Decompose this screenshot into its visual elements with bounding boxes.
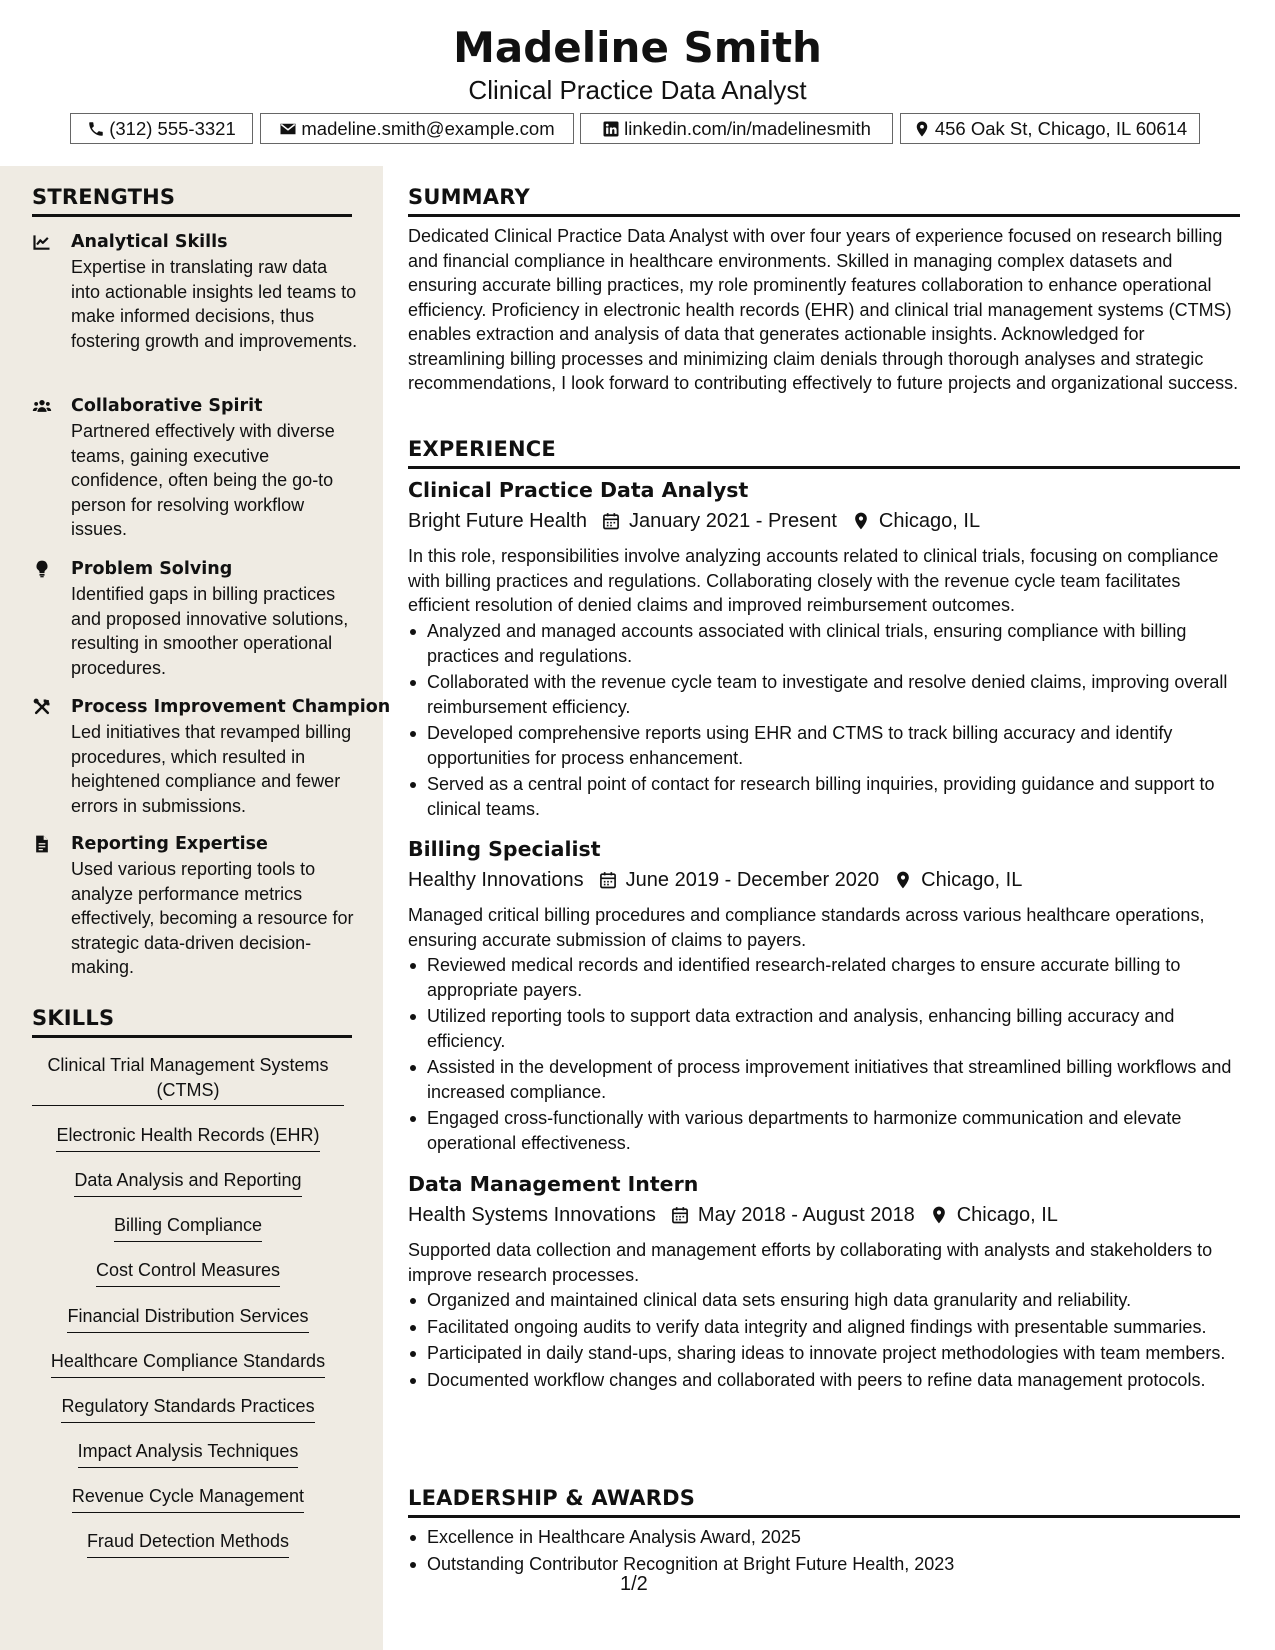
- list-item: Collaborated with the revenue cycle team to investigate and resolve denied claims, improving overall reimbursement efficiency.: [408, 670, 1240, 719]
- map-pin-icon: [913, 120, 931, 138]
- job-bullets: [408, 619, 1240, 823]
- lightbulb-icon: [32, 559, 54, 579]
- strength-title: Reporting Expertise: [71, 834, 268, 854]
- skill-item: [32, 1304, 344, 1333]
- contact-address[interactable]: [900, 113, 1200, 144]
- skill-label: Fraud Detection Methods: [87, 1529, 289, 1558]
- strength-desc: Identified gaps in billing practices and proposed innovative solutions, resulting in smoother operational procedures.: [71, 584, 349, 678]
- contact-linkedin[interactable]: [580, 113, 893, 144]
- skill-label: Revenue Cycle Management: [72, 1484, 304, 1513]
- strength-desc: Used various reporting tools to analyze performance metrics effectively, becoming a resource for strategic data-driven decision-making.: [71, 859, 354, 977]
- contact-text: (312) 555-3321: [109, 117, 236, 139]
- sidebar: [0, 166, 391, 1650]
- list-item: Developed comprehensive reports using EHR and CTMS to track billing accuracy and identify opportunities for process enhancement.: [408, 721, 1240, 770]
- skill-label: Data Analysis and Reporting: [74, 1168, 301, 1197]
- job-summary: Supported data collection and management efforts by collaborating with analysts and stakeholders to improve research processes.: [408, 1240, 1213, 1285]
- skill-label: Impact Analysis Techniques: [78, 1439, 299, 1468]
- skill-item: [32, 1213, 344, 1242]
- list-item: Participated in daily stand-ups, sharing ideas to innovate project methodologies with team members.: [408, 1341, 1240, 1366]
- skill-item: [32, 1349, 344, 1378]
- job-title: Clinical Practice Data Analyst: [408, 478, 749, 502]
- skill-label: Cost Control Measures: [96, 1258, 280, 1287]
- strengths-heading: STRENGTHS: [32, 185, 176, 209]
- skills-divider: [32, 1035, 352, 1038]
- job-dates: June 2019 - December 2020: [625, 868, 880, 891]
- job-meta: [408, 1201, 1058, 1229]
- strength-title: Process Improvement Champion: [71, 697, 391, 717]
- strength-title: Collaborative Spirit: [71, 396, 263, 416]
- job-dates: January 2021 - Present: [628, 509, 837, 532]
- job-meta: [408, 866, 1022, 894]
- skill-item: [32, 1168, 344, 1197]
- contact-bar: [0, 113, 1275, 145]
- line-chart-icon: [32, 232, 54, 252]
- job-location: Chicago, IL: [878, 509, 981, 532]
- phone-icon: [87, 120, 105, 138]
- skill-label: Electronic Health Records (EHR): [56, 1123, 319, 1152]
- candidate-title: Clinical Practice Data Analyst: [468, 75, 807, 105]
- skill-item: [32, 1529, 344, 1558]
- map-pin-icon: [851, 511, 871, 531]
- skill-label: Financial Distribution Services: [67, 1304, 308, 1333]
- job-company: Health Systems Innovations: [408, 1203, 656, 1226]
- job-bullets: [408, 1288, 1240, 1394]
- skill-label: Healthcare Compliance Standards: [51, 1349, 325, 1378]
- list-item: Facilitated ongoing audits to verify data integrity and aligned findings with presentable summaries.: [408, 1315, 1240, 1340]
- list-item: Documented workflow changes and collaborated with peers to refine data management protocols.: [408, 1368, 1240, 1393]
- job-title: Data Management Intern: [408, 1172, 699, 1196]
- calendar-icon: [598, 870, 618, 890]
- skill-item: [32, 1484, 344, 1513]
- contact-phone[interactable]: [70, 113, 253, 144]
- list-item: Organized and maintained clinical data sets ensuring high data granularity and reliability.: [408, 1288, 1240, 1313]
- strength-title: Analytical Skills: [71, 232, 228, 252]
- candidate-name: Madeline Smith: [453, 23, 822, 72]
- strength-desc: Partnered effectively with diverse teams, gaining executive confidence, often being the go-to person for resolving workflow issues.: [71, 421, 335, 539]
- page-number: 1/2: [620, 1573, 648, 1595]
- job-company: Bright Future Health: [408, 509, 587, 532]
- calendar-icon: [601, 511, 621, 531]
- skill-item: [32, 1258, 344, 1287]
- award-item: Outstanding Contributor Recognition at Bright Future Health, 2023: [408, 1552, 1240, 1577]
- resume-header: [0, 0, 1275, 166]
- users-icon: [32, 396, 54, 416]
- strength-title: Problem Solving: [71, 559, 233, 579]
- skill-item: [32, 1439, 344, 1468]
- job-company: Healthy Innovations: [408, 868, 584, 891]
- job-summary: In this role, responsibilities involve analyzing accounts related to clinical trials, focusing on compliance with billing practices and regulations. Collaborating closely with the revenue cycle team facilitates efficient resolution of denied claims and improved reimbursement outcomes.: [408, 546, 1219, 615]
- skill-label: Regulatory Standards Practices: [61, 1394, 314, 1423]
- job-meta: [408, 507, 980, 535]
- awards-list: [408, 1525, 1240, 1578]
- map-pin-icon: [929, 1205, 949, 1225]
- awards-heading: LEADERSHIP & AWARDS: [408, 1486, 696, 1510]
- strength-desc: Expertise in translating raw data into actionable insights led teams to make informed decisions, thus fostering growth and improvements.: [71, 257, 358, 351]
- strengths-divider: [32, 214, 352, 217]
- summary-heading: SUMMARY: [408, 185, 530, 209]
- contact-text: madeline.smith@example.com: [301, 117, 555, 139]
- summary-divider: [408, 214, 1240, 217]
- experience-divider: [408, 466, 1240, 469]
- skill-item: Clinical Trial Management Systems (CTMS): [32, 1053, 344, 1106]
- map-pin-icon: [893, 870, 913, 890]
- tools-icon: [32, 697, 54, 717]
- linkedin-icon: [602, 120, 620, 138]
- job-summary: Managed critical billing procedures and compliance standards across various healthcare operations, ensuring accurate submission of claims to payers.: [408, 905, 1205, 950]
- contact-text: linkedin.com/in/madelinesmith: [624, 117, 871, 139]
- job-bullets: [408, 953, 1240, 1157]
- awards-divider: [408, 1515, 1240, 1518]
- list-item: Utilized reporting tools to support data extraction and analysis, enhancing billing accuracy and efficiency.: [408, 1004, 1240, 1053]
- list-item: Engaged cross-functionally with various departments to harmonize communication and elevate operational effectiveness.: [408, 1106, 1240, 1155]
- skill-item: [32, 1394, 344, 1423]
- job-location: Chicago, IL: [956, 1203, 1058, 1226]
- strength-desc: Led initiatives that revamped billing procedures, which resulted in heightened compliance and fewer errors in submissions.: [71, 722, 352, 816]
- envelope-icon: [279, 120, 297, 138]
- skill-item: [32, 1123, 344, 1152]
- experience-heading: EXPERIENCE: [408, 437, 556, 461]
- skills-heading: SKILLS: [32, 1006, 115, 1030]
- job-title: Billing Specialist: [408, 837, 601, 861]
- document-icon: [32, 834, 54, 854]
- job-location: Chicago, IL: [921, 868, 1023, 891]
- contact-email[interactable]: [260, 113, 574, 144]
- contact-text: 456 Oak St, Chicago, IL 60614: [934, 117, 1188, 139]
- calendar-icon: [670, 1205, 690, 1225]
- award-item: Excellence in Healthcare Analysis Award, 2025: [408, 1525, 1240, 1550]
- summary-text: Dedicated Clinical Practice Data Analyst with over four years of experience focused on research billing and financial compliance in healthcare environments. Skilled in managing complex datasets and ensuring accurate billing practices, my role prominently features collaboration to enhance operational efficiency. Proficiency in electronic health records (EHR) and clinical trial management systems (CTMS) enables extraction and analysis of data that generates actionable insights. Acknowledged for streamlining billing processes and minimizing claim denials through thorough analyses and strategic recommendations, I look forward to contributing effectively to future projects and organizational success.: [408, 226, 1239, 393]
- list-item: Assisted in the development of process improvement initiatives that streamlined billing workflows and increased compliance.: [408, 1055, 1240, 1104]
- list-item: Reviewed medical records and identified research-related charges to ensure accurate billing to appropriate payers.: [408, 953, 1240, 1002]
- list-item: Analyzed and managed accounts associated with clinical trials, ensuring compliance with billing practices and regulations.: [408, 619, 1240, 668]
- job-dates: May 2018 - August 2018: [697, 1203, 915, 1226]
- list-item: Served as a central point of contact for research billing inquiries, providing guidance and support to clinical teams.: [408, 772, 1240, 821]
- skill-label: Billing Compliance: [114, 1213, 262, 1242]
